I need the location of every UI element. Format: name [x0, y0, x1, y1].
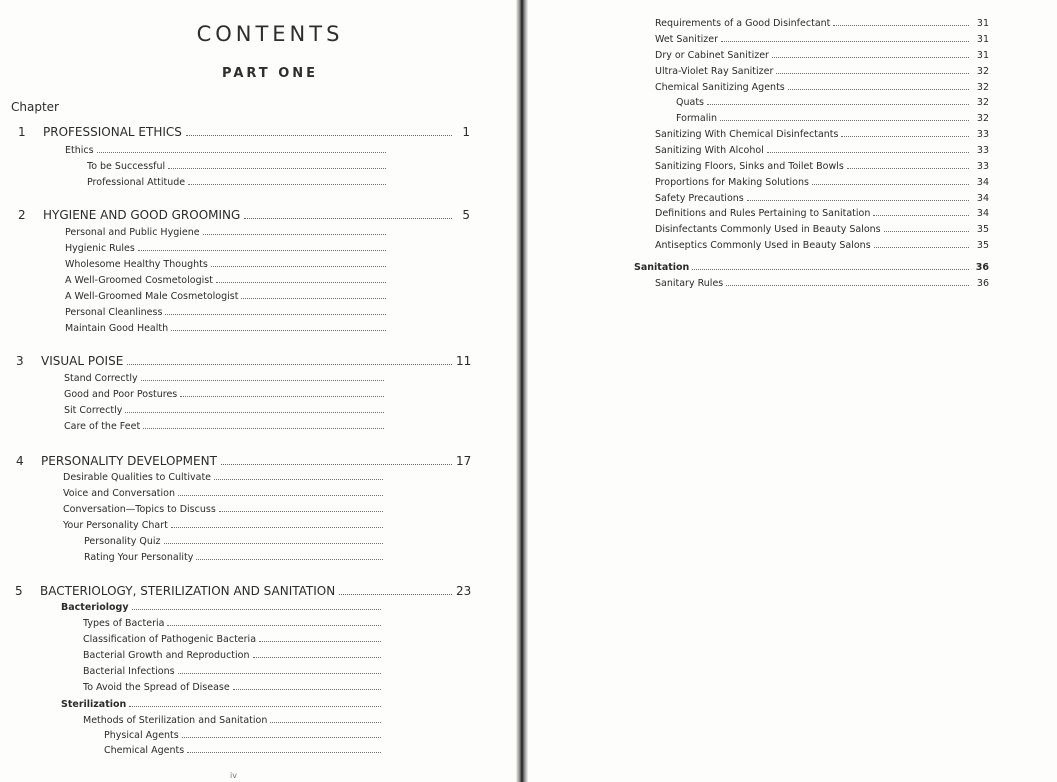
dot-leader [233, 689, 381, 690]
entry-text: Personal and Public Hygiene [65, 227, 200, 238]
chapter-row [16, 454, 472, 468]
entry-page: 34 [976, 208, 989, 219]
chapter-row [15, 584, 472, 598]
entry-text: Sterilization [61, 699, 127, 710]
toc-section-heading [634, 262, 989, 273]
entry-text: A Well-Groomed Male Cosmetologist [65, 291, 239, 302]
right-page [528, 0, 1057, 782]
dot-leader [178, 495, 383, 496]
chapter-row [16, 354, 472, 368]
toc-entry [65, 227, 388, 238]
toc-entry [83, 650, 383, 661]
dot-leader [726, 285, 969, 286]
dot-leader [721, 41, 969, 42]
toc-entry [63, 488, 385, 499]
dot-leader [221, 464, 452, 465]
entry-text: Ethics [65, 145, 94, 156]
entry-text: To Avoid the Spread of Disease [83, 682, 230, 693]
toc-entry [65, 145, 388, 156]
entry-page: 34 [976, 177, 989, 188]
dot-leader [127, 364, 452, 365]
entry-text: Chemical Agents [104, 745, 185, 756]
entry-page: 32 [976, 113, 989, 124]
toc-entry [65, 291, 388, 302]
chapter-page: 1 [462, 125, 470, 139]
dot-leader [211, 266, 386, 267]
dot-leader [182, 737, 381, 738]
entry-text: Sanitary Rules [655, 278, 724, 289]
toc-entry [655, 161, 989, 172]
dot-leader [97, 152, 386, 153]
dot-leader [186, 135, 452, 136]
dot-leader [214, 479, 383, 480]
entry-text: Definitions and Rules Pertaining to Sanitation [655, 208, 871, 219]
dot-leader [812, 184, 969, 185]
dot-leader [244, 218, 452, 219]
entry-text: Bacteriology [61, 602, 129, 613]
toc-entry [655, 208, 989, 219]
toc-entry [84, 536, 385, 547]
entry-text: Chemical Sanitizing Agents [655, 82, 785, 93]
toc-entry [63, 472, 385, 483]
dot-leader [253, 657, 382, 658]
entry-text: Good and Poor Postures [64, 389, 178, 400]
part-title: PART ONE [221, 66, 319, 81]
dot-leader [132, 609, 381, 610]
chapter-number: 4 [16, 454, 24, 468]
chapter-title: HYGIENE AND GOOD GROOMING [43, 208, 241, 222]
dot-leader [841, 136, 969, 137]
chapter-row [18, 125, 470, 139]
toc-entry [655, 193, 989, 204]
toc-entry [655, 66, 989, 77]
chapter-title: PERSONALITY DEVELOPMENT [41, 454, 217, 468]
entry-page: 32 [976, 66, 989, 77]
entry-text: Hygienic Rules [65, 243, 135, 254]
entry-page: 35 [976, 240, 989, 251]
contents-title: CONTENTS [196, 22, 344, 46]
dot-leader [767, 152, 969, 153]
chapter-number: 3 [16, 354, 24, 368]
dot-leader [707, 104, 969, 105]
toc-entry [63, 504, 385, 515]
toc-entry [87, 177, 388, 188]
entry-text: Voice and Conversation [63, 488, 176, 499]
dot-leader [241, 298, 386, 299]
toc-entry [64, 405, 386, 416]
dot-leader [180, 396, 384, 397]
chapter-number: 1 [18, 125, 26, 139]
dot-leader [167, 625, 381, 626]
toc-entry [676, 113, 989, 124]
toc-entry [655, 82, 989, 93]
toc-entry [84, 552, 385, 563]
dot-leader [188, 184, 386, 185]
toc-entry [655, 240, 989, 251]
chapter-page: 23 [456, 584, 472, 598]
toc-entry [655, 129, 989, 140]
entry-text: Quats [676, 97, 704, 108]
dot-leader [720, 120, 969, 121]
toc-entry [655, 34, 989, 45]
dot-leader [171, 527, 383, 528]
dot-leader [747, 200, 969, 201]
dot-leader [196, 559, 383, 560]
toc-entry [655, 145, 989, 156]
toc-section-heading [61, 699, 383, 710]
dot-leader [143, 428, 384, 429]
toc-entry [83, 618, 383, 629]
book-gutter [516, 0, 528, 782]
toc-entry [655, 50, 989, 61]
toc-entry [83, 666, 383, 677]
toc-entry [63, 520, 385, 531]
dot-leader [219, 511, 383, 512]
dot-leader [788, 89, 969, 90]
entry-text: Disinfectants Commonly Used in Beauty Salons [655, 224, 881, 235]
entry-page: 31 [976, 34, 989, 45]
toc-entry [83, 715, 383, 726]
toc-entry [64, 389, 386, 400]
entry-text: Personality Quiz [84, 536, 161, 547]
toc-entry [104, 745, 383, 756]
entry-page: 33 [976, 129, 989, 140]
dot-leader [884, 231, 969, 232]
entry-text: Antiseptics Commonly Used in Beauty Salons [655, 240, 871, 251]
entry-text: Rating Your Personality [84, 552, 194, 563]
dot-leader [692, 269, 969, 270]
entry-text: Maintain Good Health [65, 323, 169, 334]
entry-text: Sanitizing With Chemical Disinfectants [655, 129, 839, 140]
dot-leader [187, 752, 381, 753]
chapter-label: Chapter [11, 100, 59, 114]
dot-leader [259, 641, 381, 642]
dot-leader [171, 330, 386, 331]
chapter-page: 11 [456, 354, 472, 368]
chapter-page: 17 [456, 454, 472, 468]
entry-text: Professional Attitude [87, 177, 186, 188]
entry-text: Types of Bacteria [83, 618, 165, 629]
toc-entry [104, 730, 383, 741]
dot-leader [125, 412, 384, 413]
entry-text: Formalin [676, 113, 718, 124]
chapter-title: VISUAL POISE [41, 354, 124, 368]
entry-text: A Well-Groomed Cosmetologist [65, 275, 213, 286]
dot-leader [216, 282, 386, 283]
entry-text: Classification of Pathogenic Bacteria [83, 634, 257, 645]
toc-entry [655, 224, 989, 235]
toc-section-heading [61, 602, 383, 613]
dot-leader [772, 57, 969, 58]
chapter-page: 5 [462, 208, 470, 222]
toc-entry [65, 275, 388, 286]
toc-entry [83, 634, 383, 645]
entry-text: Proportions for Making Solutions [655, 177, 809, 188]
chapter-number: 5 [15, 584, 23, 598]
dot-leader [873, 215, 969, 216]
toc-entry [655, 177, 989, 188]
dot-leader [833, 25, 969, 26]
toc-entry [655, 278, 989, 289]
entry-text: Conversation—Topics to Discuss [63, 504, 216, 515]
dot-leader [138, 250, 386, 251]
chapter-number: 2 [18, 208, 26, 222]
entry-text: Wholesome Healthy Thoughts [65, 259, 208, 270]
dot-leader [164, 543, 383, 544]
entry-text: Physical Agents [104, 730, 179, 741]
entry-page: 31 [976, 50, 989, 61]
entry-text: Dry or Cabinet Sanitizer [655, 50, 769, 61]
page-footer-mark: iv [230, 771, 237, 780]
toc-entry [87, 161, 388, 172]
entry-text: Care of the Feet [64, 421, 141, 432]
chapter-row [18, 208, 470, 222]
entry-text: Personal Cleanliness [65, 307, 163, 318]
left-page [0, 0, 516, 782]
dot-leader [203, 234, 386, 235]
entry-text: Sanitizing Floors, Sinks and Toilet Bowls [655, 161, 844, 172]
entry-text: Bacterial Infections [83, 666, 175, 677]
entry-page: 31 [976, 18, 989, 29]
toc-entry [676, 97, 989, 108]
toc-entry [65, 259, 388, 270]
entry-page: 36 [976, 278, 989, 289]
entry-text: Stand Correctly [64, 373, 138, 384]
dot-leader [847, 168, 969, 169]
entry-text: To be Successful [87, 161, 166, 172]
entry-text: Wet Sanitizer [655, 34, 719, 45]
dot-leader [141, 380, 384, 381]
entry-page: 33 [976, 145, 989, 156]
entry-page: 36 [975, 262, 989, 273]
toc-entry [655, 18, 989, 29]
entry-text: Sit Correctly [64, 405, 123, 416]
entry-page: 32 [976, 97, 989, 108]
entry-text: Sanitizing With Alcohol [655, 145, 764, 156]
toc-entry [64, 373, 386, 384]
toc-entry [65, 323, 388, 334]
dot-leader [178, 673, 381, 674]
entry-text: Ultra-Violet Ray Sanitizer [655, 66, 774, 77]
entry-text: Requirements of a Good Disinfectant [655, 18, 831, 29]
entry-text: Bacterial Growth and Reproduction [83, 650, 250, 661]
dot-leader [874, 247, 969, 248]
dot-leader [165, 314, 386, 315]
chapter-title: BACTERIOLOGY, STERILIZATION AND SANITATION [40, 584, 336, 598]
entry-text: Sanitation [634, 262, 690, 273]
entry-page: 32 [976, 82, 989, 93]
dot-leader [129, 706, 381, 707]
chapter-title: PROFESSIONAL ETHICS [43, 125, 182, 139]
toc-entry [65, 243, 388, 254]
entry-page: 35 [976, 224, 989, 235]
entry-text: Desirable Qualities to Cultivate [63, 472, 212, 483]
dot-leader [270, 722, 381, 723]
entry-text: Your Personality Chart [63, 520, 168, 531]
entry-text: Safety Precautions [655, 193, 744, 204]
toc-entry [83, 682, 383, 693]
entry-text: Methods of Sterilization and Sanitation [83, 715, 268, 726]
entry-page: 34 [976, 193, 989, 204]
dot-leader [776, 73, 969, 74]
toc-entry [64, 421, 386, 432]
toc-entry [65, 307, 388, 318]
dot-leader [339, 594, 452, 595]
entry-page: 33 [976, 161, 989, 172]
dot-leader [168, 168, 386, 169]
